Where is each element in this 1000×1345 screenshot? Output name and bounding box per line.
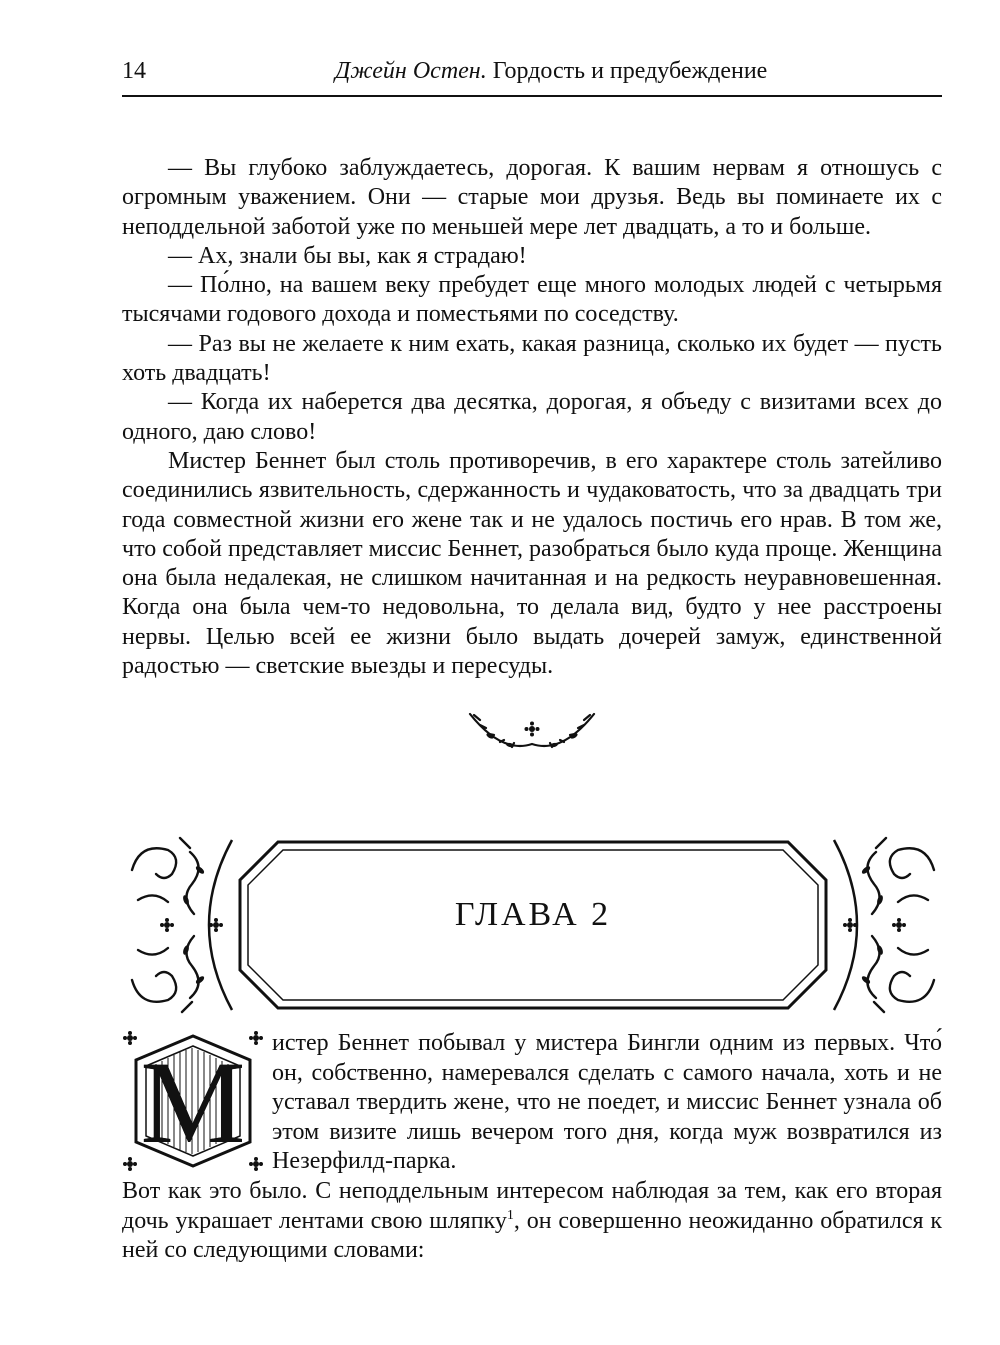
body-text [122,154,942,681]
paragraph: — Раз вы не желаете к ним ехать, какая разница, сколько их будет — пусть хоть двадцать! [122,330,942,387]
chapter-title: ГЛАВА 2 [454,896,612,933]
chapter-first-paragraph [122,1029,942,1177]
footnote-marker: 1 [506,1207,514,1223]
drop-cap-space [122,1029,272,1175]
header-rule [122,95,942,97]
paragraph: — Когда их наберется два десятка, дорогая, я объеду с визитами всех до одного, даю слово! [122,389,942,445]
running-head [335,58,767,85]
paragraph: Мистер Беннет был столь противоречив, в его характере столь затейливо соединились язвительность, сдержанность и чудаковатость, что за двадцать три года совместной жизни его жене так и не удалось постичь его нрав. В том же, что собой представляет миссис Беннет, разобраться было куда проще. Женщина она была недалекая, не слишком начитанная и на редкость неуравновешенная. Когда она была чем-то недовольна, то делала вид, будто у нее расстроены нервы. Целью всей ее жизни было выдать дочерей замуж, единственной радостью — светские выезды и пересуды. [122,447,942,680]
chapter-first-paragraph-text: истер Беннет побывал у мистера Бингли одним из первых. Что́ он, собственно, намеревался сделать с самого начала, хоть и не уставал твердить жене, что не поедет, и миссис Беннет узнала об этом визите лишь вечером того дня, когда муж возвратился из Незерфилд-парка. [272,1030,942,1175]
running-head-author: Джейн Остен. [335,58,487,84]
paragraph: — Ах, знали бы вы, как я страдаю! [168,242,527,269]
paragraph: — Вы глубоко заблуждаетесь, дорогая. К вашим нервам я отношусь с огромным уважением. Они — старые мои друзья. Ведь вы поминаете их с неподдельной заботой уже по меньшей мере лет двадцать, а то и больше. [122,155,942,240]
page-number: 14 [122,58,146,84]
drop-cap-letter: М [140,1037,246,1168]
paragraph: — По́лно, на вашем веку пребудет еще много молодых людей с четырьмя тысячами годового дохода и поместьями по соседству. [122,272,942,328]
chapter-second-paragraph-start: Вот как это было. С неподдельным интересом наблюдая за тем, как его вторая дочь украшает лентами свою шляпку [122,1177,942,1234]
chapter-text [122,1029,942,1266]
running-head-title: Гордость и предубеждение [492,58,768,84]
section-divider-ornament [462,706,602,766]
chapter-second-paragraph-end: , он совершенно неожиданно обратился к ней со следующими словами: [122,1207,943,1264]
chapter-second-paragraph [122,1177,942,1266]
